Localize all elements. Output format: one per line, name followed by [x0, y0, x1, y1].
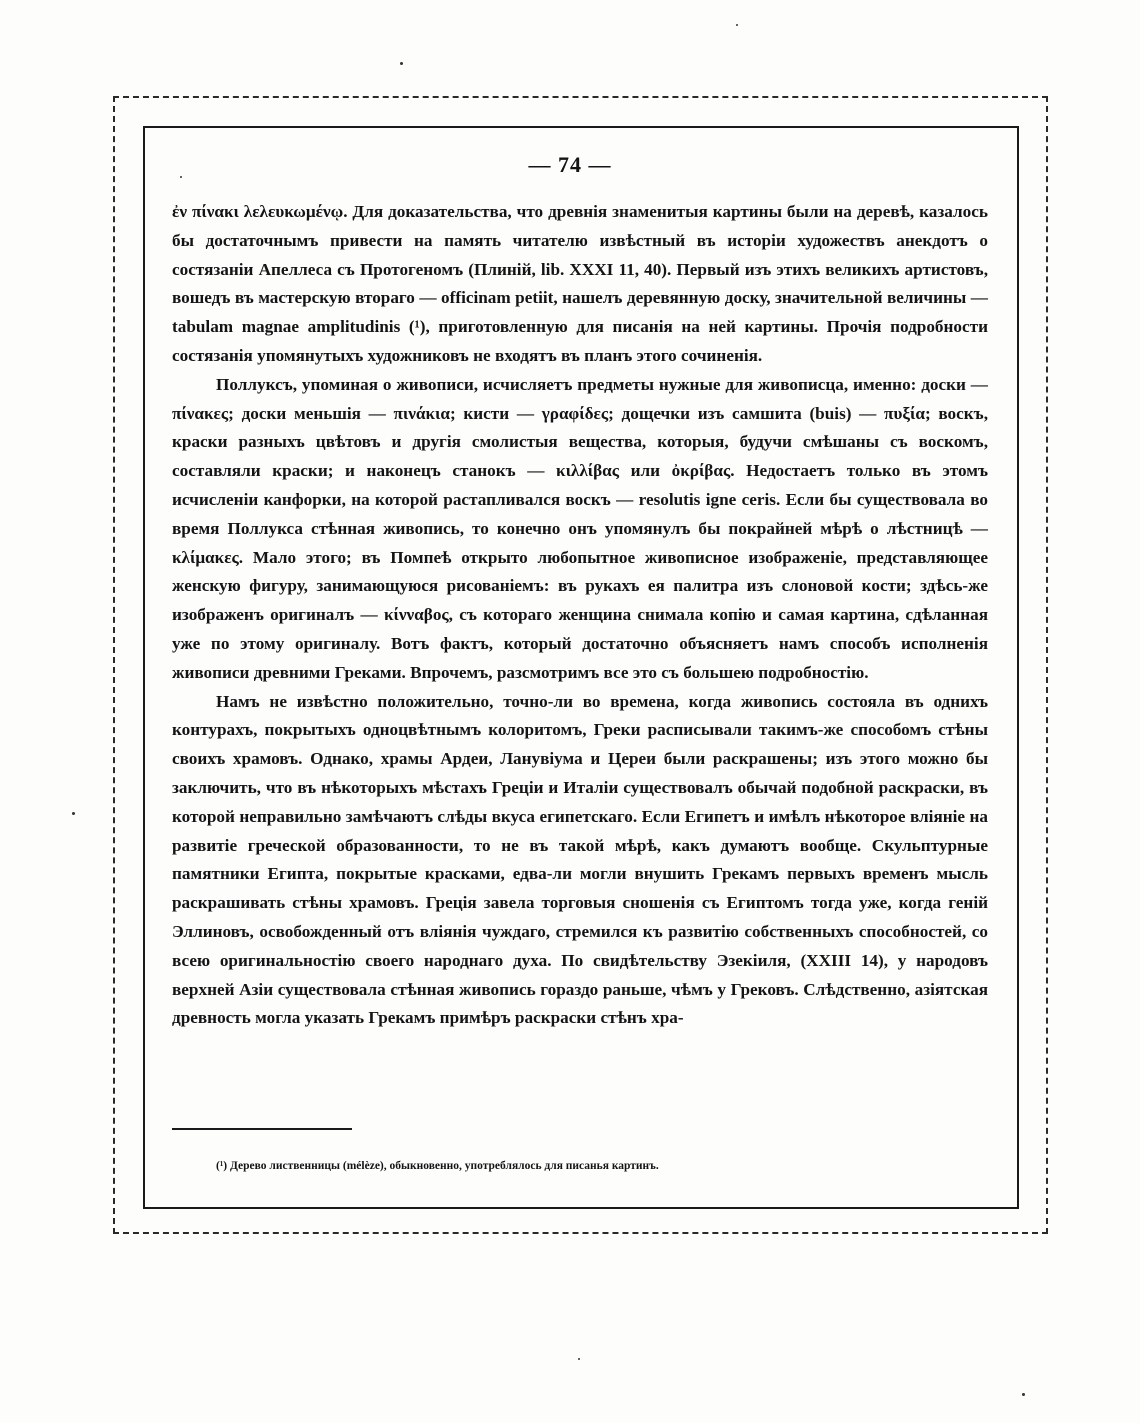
scan-speck	[400, 62, 403, 65]
page-number: — 74 —	[528, 152, 612, 177]
paragraph-2: Поллуксъ, упоминая о живописи, исчисляетъ предметы нужные для живописца, именно: доски — πίνακες; доски меньшія — πινάκια; кисти — γραφίδες; дощечки изъ самшита (buis) — πυξία; воскъ, краски разныхъ цвѣтовъ и другія смолистыя вещества, которыя, будучи смѣшаны съ воскомъ, составляли краски; и наконецъ станокъ — κιλλίβας или ὀκρίβας. Недостаетъ только въ этомъ исчисленіи канфорки, на которой растапливался воскъ — resolutis igne ceris. Если бы существовала во время Поллукса стѣнная живопись, то конечно онъ упомянулъ бы покрайней мѣрѣ о лѣстницѣ — κλίμακες. Мало этого; въ Помпеѣ открыто любопытное живописное изображеніе, представляющее женскую фигуру, занимающуюся рисованіемъ: въ рукахъ ея палитра изъ слоновой кости; здѣсь-же изображенъ оригиналъ — κίνναβος, съ котораго женщина снимала копію и самая картина, сдѣланная уже по этому оригиналу. Вотъ фактъ, который достаточно объясняетъ намъ способъ исполненія живописи древними Греками. Впрочемъ, разсмотримъ все это съ большею подробностію.	[172, 374, 988, 682]
scan-speck	[180, 176, 182, 178]
paragraph-3: Намъ не извѣстно положительно, точно-ли во времена, когда живопись состояла въ однихъ контурахъ, покрытыхъ одноцвѣтнымъ колоритомъ, Греки расписывали такимъ-же способомъ стѣны своихъ храмовъ. Однако, храмы Ардеи, Ланувіума и Цереи были раскрашены; изъ этого можно бы заключить, что въ нѣкоторыхъ мѣстахъ Греціи и Италіи существовалъ обычай подобной раскраски, въ которой неправильно замѣчаютъ слѣды вкуса египетскаго. Если Египетъ и имѣлъ нѣкоторое вліяніе на развитіе греческой образованности, то не въ такой мѣрѣ, какъ думаютъ вообще. Скульптурные памятники Египта, покрытые красками, едва-ли могли внушить Грекамъ первыхъ временъ мысль раскрашивать стѣны храмовъ. Греція завела торговыя сношенія съ Египтомъ тогда уже, когда геній Эллиновъ, освобожденный отъ вліянія чуждаго, стремился къ развитію собственныхъ способностей, со всею оригинальностію своего народнаго духа. По свидѣтельству Эзекіиля, (XXIII 14), у народовъ верхней Азіи существовала стѣнная живопись гораздо раньше, чѣмъ у Грековъ. Слѣдственно, азіятская древность могла указать Грекамъ примѣръ раскраски стѣнъ хра-	[172, 691, 988, 1028]
footnote: (¹) Дерево лиственницы (mélèze), обыкновенно, употреблялось для писанья картинъ.	[216, 1160, 659, 1172]
scan-speck	[736, 24, 738, 26]
paragraph-1: ἐν πίνακι λελευκωμένῳ. Для доказательства, что древнія знаменитыя картины были на деревѣ, казалось бы достаточнымъ привести на память читателю извѣстный въ исторіи художествъ анекдотъ о состязаніи Апеллеса съ Протогеномъ (Плиній, lib. XXXI 11, 40). Первый изъ этихъ великихъ артистовъ, вошедъ въ мастерскую втораго — officinam petiit, нашелъ деревянную доску, значительной величины — tabulam magnae amplitudinis (¹), приготовленную для писанія на ней картины. Прочія подробности состязанія упомянутыхъ художниковъ не входятъ въ планъ этого сочиненія.	[172, 202, 988, 365]
footnote-separator	[172, 1128, 352, 1130]
scan-speck	[72, 812, 75, 815]
scan-speck	[578, 1358, 580, 1360]
body-text	[172, 198, 988, 1033]
scan-speck	[1022, 1393, 1025, 1396]
